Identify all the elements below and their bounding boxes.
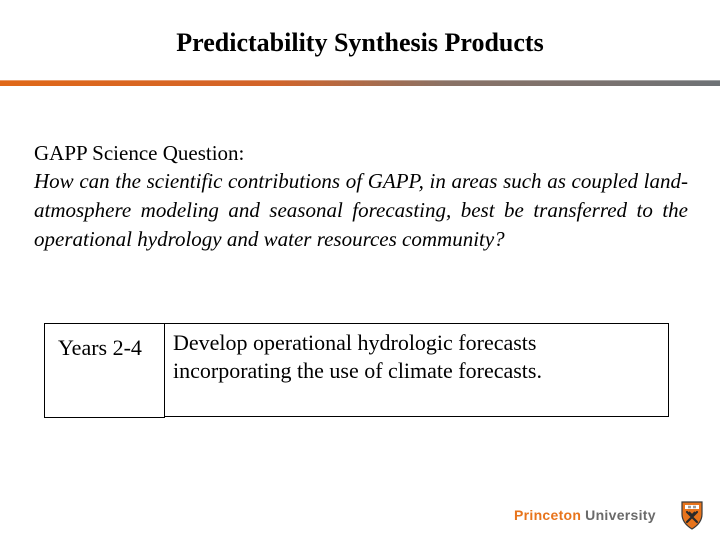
period-label: Years 2-4 [58, 335, 142, 360]
wordmark-university: University [585, 507, 656, 523]
title-divider [0, 80, 720, 86]
wordmark-princeton: Princeton [514, 507, 582, 523]
question-text: How can the scientific contributions of GAPP, in areas such as coupled land-atmosphere modeling and seasonal forecasting, best be transferred to the operational hydrology and water resources community? [34, 169, 688, 251]
task-line-2: incorporating the use of climate forecasts. [173, 358, 542, 383]
slide-title: Predictability Synthesis Products [176, 28, 544, 57]
princeton-shield-icon [680, 500, 704, 530]
task-description [173, 329, 653, 385]
footer-wordmark [514, 506, 656, 524]
question-label: GAPP Science Question: [34, 141, 245, 165]
task-line-1: Develop operational hydrologic forecasts [173, 330, 537, 355]
